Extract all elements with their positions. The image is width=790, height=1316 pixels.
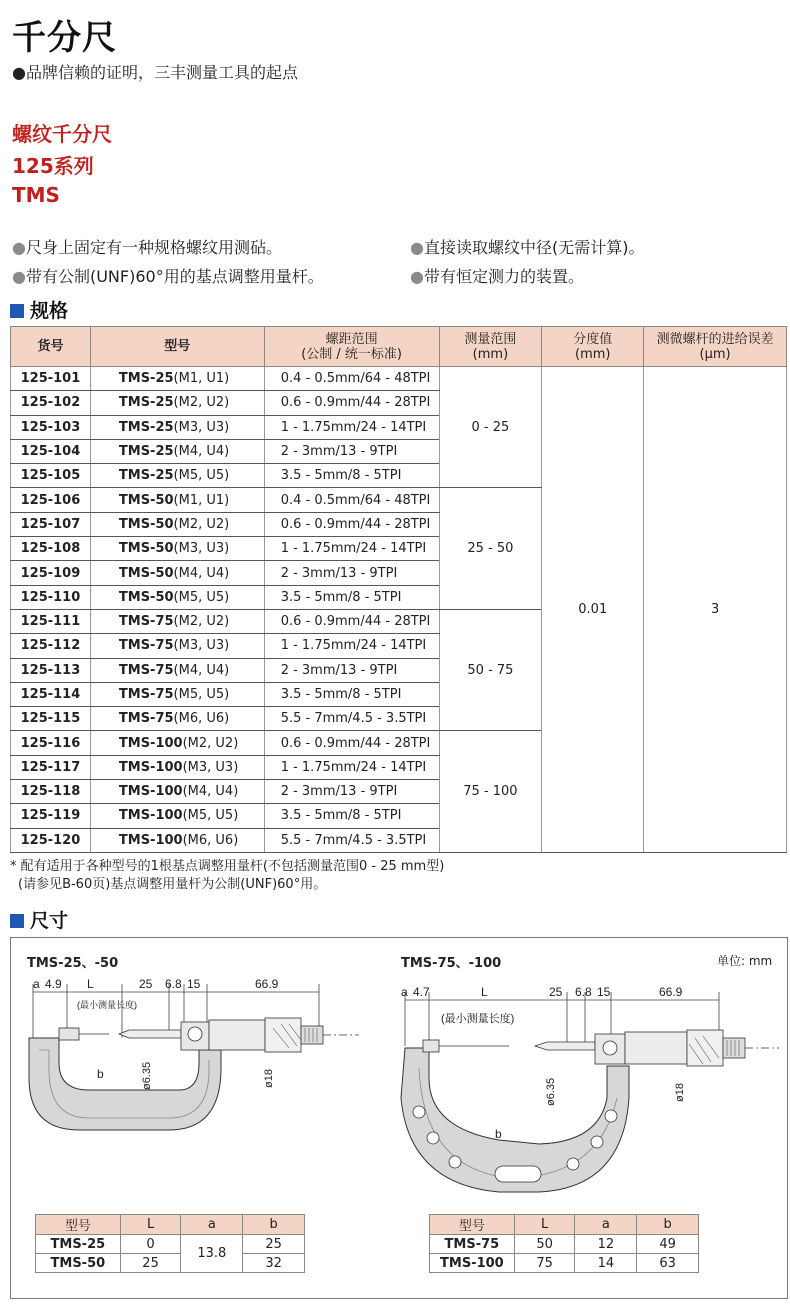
dim-header: 型号 xyxy=(36,1215,121,1235)
feature-3: ●带有公制(UNF)60°用的基点调整用量杆。 xyxy=(12,267,324,286)
model-cell: TMS-50(M3, U3) xyxy=(90,537,264,561)
dim-cell: 13.8 xyxy=(181,1235,243,1273)
bullet-icon: ● xyxy=(12,238,26,257)
dim-cell: 0 xyxy=(120,1235,181,1254)
resolution-cell: 0.01 xyxy=(542,367,644,853)
product-model: TMS xyxy=(12,183,60,207)
item-no-cell: 125-110 xyxy=(11,585,91,609)
dim-cell: 63 xyxy=(637,1254,699,1273)
dim-6-8: 6.8 xyxy=(575,985,592,999)
product-name: 螺纹千分尺 xyxy=(12,122,112,146)
min-length-label: (最小测量长度) xyxy=(77,1000,137,1010)
tagline: ●品牌信赖的证明，三丰测量工具的起点 xyxy=(12,63,298,82)
item-no-cell: 125-109 xyxy=(11,561,91,585)
dim-cell: 75 xyxy=(514,1254,575,1273)
pitch-cell: 3.5 - 5mm/8 - 5TPI xyxy=(264,804,439,828)
item-no-cell: 125-118 xyxy=(11,780,91,804)
feature-1: ●尺身上固定有一种规格螺纹用测砧。 xyxy=(12,238,282,257)
dim-b: b xyxy=(495,1127,502,1141)
item-no-cell: 125-105 xyxy=(11,464,91,488)
dim-dia-18: ø18 xyxy=(263,1069,275,1088)
right-dimension-table xyxy=(429,1214,699,1273)
pitch-cell: 3.5 - 5mm/8 - 5TPI xyxy=(264,682,439,706)
item-no-cell: 125-102 xyxy=(11,391,91,415)
table-row xyxy=(430,1254,699,1273)
pitch-cell: 0.6 - 0.9mm/44 - 28TPI xyxy=(264,731,439,755)
square-icon xyxy=(10,914,24,928)
dim-cell: 50 xyxy=(514,1235,575,1254)
item-no-cell: 125-119 xyxy=(11,804,91,828)
model-cell: TMS-100(M5, U5) xyxy=(90,804,264,828)
dim-dia-6-35: ø6.35 xyxy=(545,1077,557,1106)
dim-cell: 14 xyxy=(575,1254,637,1273)
pitch-cell: 2 - 3mm/13 - 9TPI xyxy=(264,561,439,585)
pitch-cell: 0.6 - 0.9mm/44 - 28TPI xyxy=(264,391,439,415)
dim-cell: 49 xyxy=(637,1235,699,1254)
pitch-cell: 0.6 - 0.9mm/44 - 28TPI xyxy=(264,512,439,536)
pitch-cell: 1 - 1.75mm/24 - 14TPI xyxy=(264,634,439,658)
range-cell: 75 - 100 xyxy=(439,731,542,852)
header-model: 型号 xyxy=(90,327,264,367)
dim-b: b xyxy=(97,1067,104,1081)
dim-cell: 25 xyxy=(243,1235,305,1254)
dim-a-value: 4.7 xyxy=(413,985,430,999)
model-cell: TMS-75(M4, U4) xyxy=(90,658,264,682)
range-cell: 25 - 50 xyxy=(439,488,542,609)
model-cell: TMS-75(M6, U6) xyxy=(90,707,264,731)
dim-cell: TMS-50 xyxy=(36,1254,121,1273)
dimension-panel xyxy=(10,937,788,1299)
dim-dia-18: ø18 xyxy=(674,1083,686,1102)
model-cell: TMS-25(M4, U4) xyxy=(90,439,264,463)
dim-a: a xyxy=(33,978,40,991)
spec-header-row xyxy=(11,327,787,367)
dim-15: 15 xyxy=(187,978,201,991)
item-no-cell: 125-108 xyxy=(11,537,91,561)
square-icon xyxy=(10,304,24,318)
dim-L: L xyxy=(87,978,94,991)
spec-table xyxy=(10,326,787,853)
item-no-cell: 125-117 xyxy=(11,755,91,779)
model-cell: TMS-50(M1, U1) xyxy=(90,488,264,512)
pitch-cell: 5.5 - 7mm/4.5 - 3.5TPI xyxy=(264,828,439,852)
pitch-cell: 0.4 - 0.5mm/64 - 48TPI xyxy=(264,367,439,391)
range-cell: 50 - 75 xyxy=(439,609,542,730)
unit-label: 单位: mm xyxy=(717,954,773,968)
item-no-cell: 125-115 xyxy=(11,707,91,731)
pitch-cell: 3.5 - 5mm/8 - 5TPI xyxy=(264,464,439,488)
item-no-cell: 125-101 xyxy=(11,367,91,391)
pitch-cell: 1 - 1.75mm/24 - 14TPI xyxy=(264,415,439,439)
item-no-cell: 125-106 xyxy=(11,488,91,512)
dim-6-8: 6.8 xyxy=(165,978,182,991)
table-row xyxy=(430,1235,699,1254)
item-no-cell: 125-112 xyxy=(11,634,91,658)
dim-dia-6-35: ø6.35 xyxy=(141,1061,153,1090)
page-title: 千分尺 xyxy=(12,18,117,58)
dim-cell: TMS-25 xyxy=(36,1235,121,1254)
dim-66-9: 66.9 xyxy=(659,985,683,999)
pitch-cell: 3.5 - 5mm/8 - 5TPI xyxy=(264,585,439,609)
feed-error-cell: 3 xyxy=(644,367,787,853)
model-cell: TMS-25(M3, U3) xyxy=(90,415,264,439)
header-feed-error: 测微螺杆的进给误差 (μm) xyxy=(644,327,787,367)
table-row xyxy=(36,1235,305,1254)
table-row xyxy=(36,1254,305,1273)
product-series: 125系列 xyxy=(12,154,94,178)
left-dimension-table xyxy=(35,1214,305,1273)
model-cell: TMS-100(M6, U6) xyxy=(90,828,264,852)
dim-header: L xyxy=(514,1215,575,1235)
pitch-cell: 5.5 - 7mm/4.5 - 3.5TPI xyxy=(264,707,439,731)
pitch-cell: 1 - 1.75mm/24 - 14TPI xyxy=(264,537,439,561)
feature-2: ●直接读取螺纹中径(无需计算)。 xyxy=(410,238,645,257)
dim-cell: 25 xyxy=(120,1254,181,1273)
dim-cell: TMS-75 xyxy=(430,1235,515,1254)
pitch-cell: 1 - 1.75mm/24 - 14TPI xyxy=(264,755,439,779)
min-length-label: (最小测量长度) xyxy=(441,1013,515,1025)
right-diagram-title: TMS-75、-100 xyxy=(401,956,502,971)
dim-header: L xyxy=(120,1215,181,1235)
dim-15: 15 xyxy=(597,985,611,999)
item-no-cell: 125-104 xyxy=(11,439,91,463)
model-cell: TMS-100(M3, U3) xyxy=(90,755,264,779)
header-pitch: 螺距范围 (公制 / 统一标准) xyxy=(264,327,439,367)
left-micrometer-diagram xyxy=(19,978,379,1198)
table-row xyxy=(11,367,787,391)
item-no-cell: 125-116 xyxy=(11,731,91,755)
item-no-cell: 125-114 xyxy=(11,682,91,706)
header-resolution: 分度值 (mm) xyxy=(542,327,644,367)
dim-25: 25 xyxy=(139,978,153,991)
model-cell: TMS-50(M4, U4) xyxy=(90,561,264,585)
pitch-cell: 0.6 - 0.9mm/44 - 28TPI xyxy=(264,609,439,633)
model-cell: TMS-25(M1, U1) xyxy=(90,367,264,391)
feature-4: ●带有恒定测力的装置。 xyxy=(410,267,584,286)
dim-a: a xyxy=(401,985,408,999)
model-cell: TMS-75(M3, U3) xyxy=(90,634,264,658)
pitch-cell: 2 - 3mm/13 - 9TPI xyxy=(264,780,439,804)
model-cell: TMS-50(M5, U5) xyxy=(90,585,264,609)
model-cell: TMS-100(M4, U4) xyxy=(90,780,264,804)
note-line: * 配有适用于各种型号的1根基点调整用量杆(不包括测量范围0 - 25 mm型) xyxy=(10,859,445,874)
bullet-icon: ● xyxy=(12,267,26,286)
bullet-icon: ● xyxy=(410,238,424,257)
left-diagram-title: TMS-25、-50 xyxy=(27,956,119,971)
item-no-cell: 125-120 xyxy=(11,828,91,852)
pitch-cell: 2 - 3mm/13 - 9TPI xyxy=(264,658,439,682)
notes xyxy=(10,858,444,894)
range-cell: 0 - 25 xyxy=(439,367,542,488)
dim-cell: 12 xyxy=(575,1235,637,1254)
bullet-icon: ● xyxy=(410,267,424,286)
dim-L: L xyxy=(481,985,488,999)
dim-cell: TMS-100 xyxy=(430,1254,515,1273)
model-cell: TMS-25(M5, U5) xyxy=(90,464,264,488)
item-no-cell: 125-111 xyxy=(11,609,91,633)
dim-a-value: 4.9 xyxy=(45,978,62,991)
dim-header: 型号 xyxy=(430,1215,515,1235)
item-no-cell: 125-113 xyxy=(11,658,91,682)
item-no-cell: 125-103 xyxy=(11,415,91,439)
dim-section-title: 尺寸 xyxy=(10,906,68,933)
header-item-no: 货号 xyxy=(11,327,91,367)
model-cell: TMS-75(M5, U5) xyxy=(90,682,264,706)
model-cell: TMS-50(M2, U2) xyxy=(90,512,264,536)
pitch-cell: 2 - 3mm/13 - 9TPI xyxy=(264,439,439,463)
model-cell: TMS-25(M2, U2) xyxy=(90,391,264,415)
model-cell: TMS-75(M2, U2) xyxy=(90,609,264,633)
model-cell: TMS-100(M2, U2) xyxy=(90,731,264,755)
dim-cell: 32 xyxy=(243,1254,305,1273)
dim-header: b xyxy=(243,1215,305,1235)
pitch-cell: 0.4 - 0.5mm/64 - 48TPI xyxy=(264,488,439,512)
item-no-cell: 125-107 xyxy=(11,512,91,536)
right-micrometer-diagram xyxy=(389,978,784,1198)
header-range: 测量范围 (mm) xyxy=(439,327,542,367)
dim-header: a xyxy=(181,1215,243,1235)
dim-header: a xyxy=(575,1215,637,1235)
dim-66-9: 66.9 xyxy=(255,978,279,991)
dim-25: 25 xyxy=(549,985,563,999)
spec-section-title: 规格 xyxy=(10,296,68,323)
note-line: (请参见B-60页)基点调整用量杆为公制(UNF)60°用。 xyxy=(18,877,327,892)
dim-header: b xyxy=(637,1215,699,1235)
